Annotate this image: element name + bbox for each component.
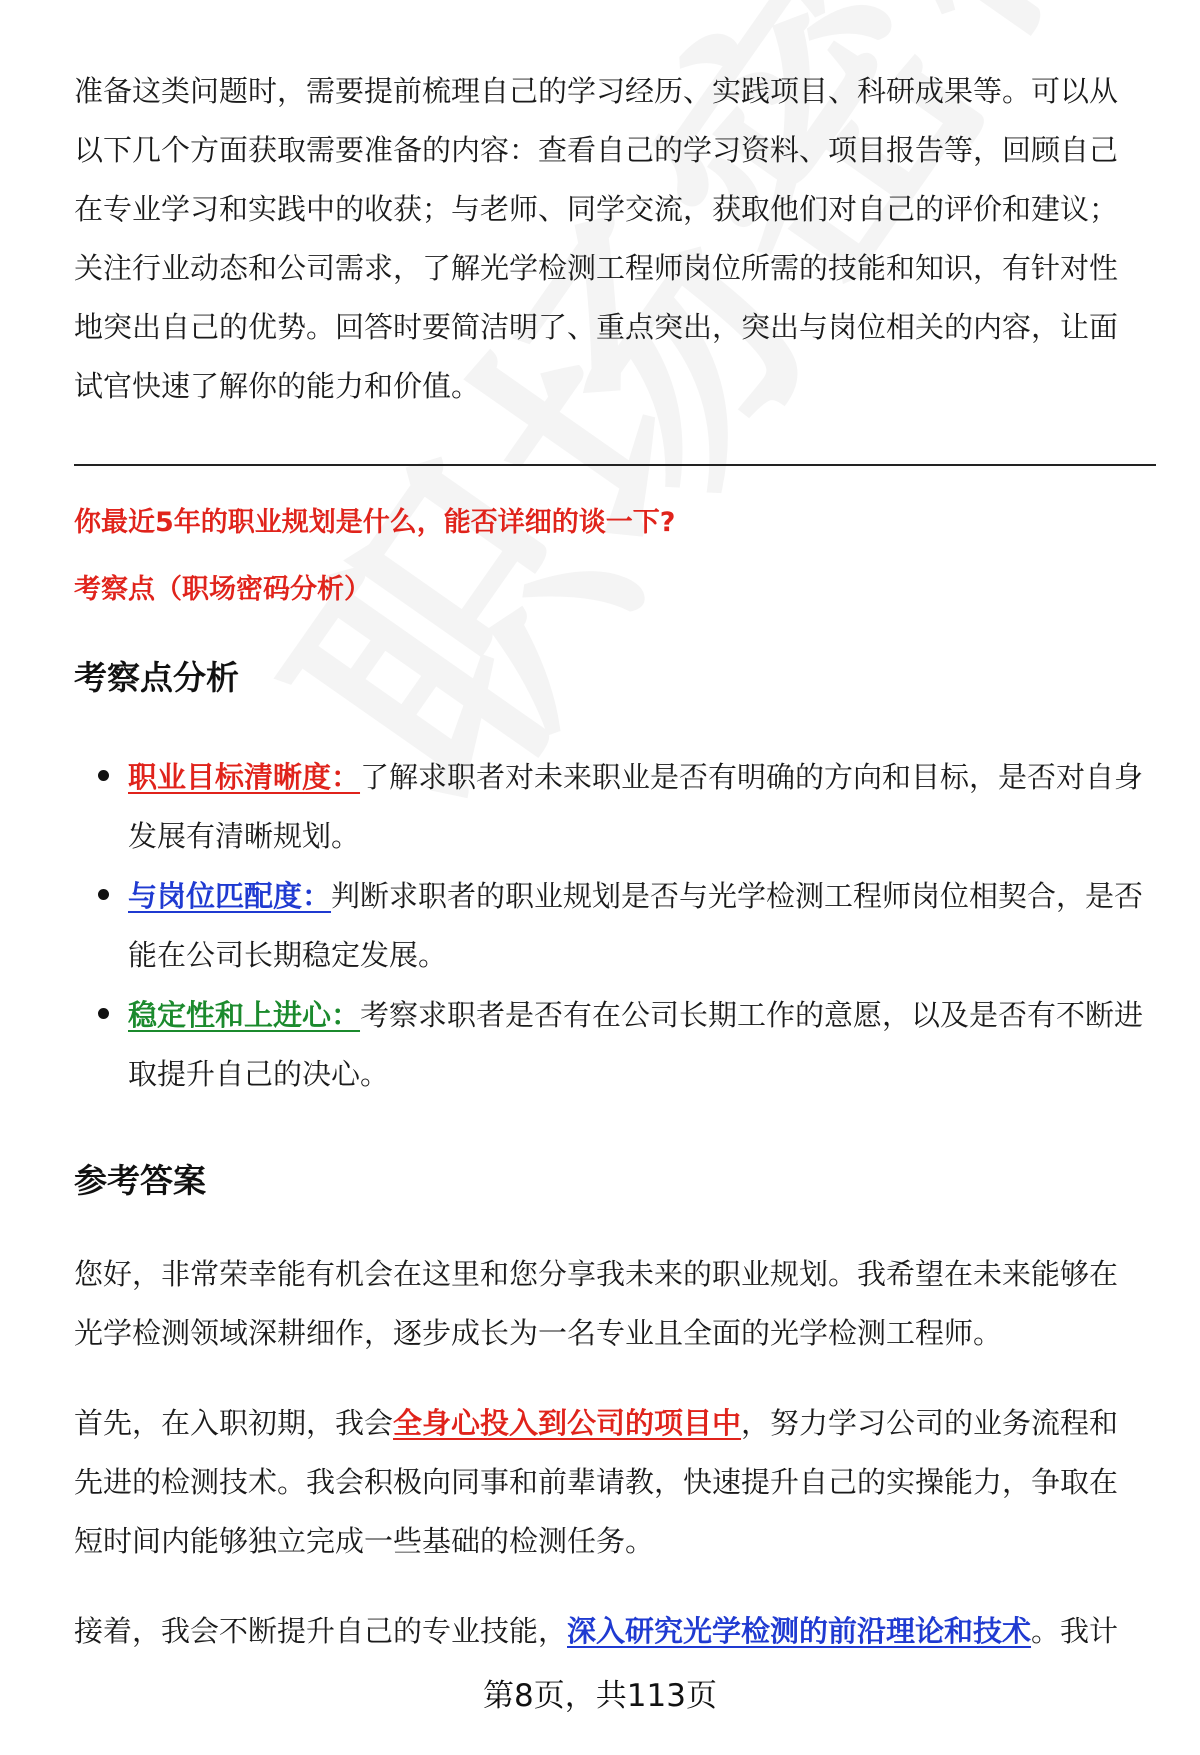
answer-paragraph-3: [74, 1602, 1144, 1661]
bullet-dot-icon: [98, 770, 109, 781]
analysis-heading: 考察点分析: [74, 658, 239, 697]
bullet-keyword: 稳定性和上进心：: [128, 998, 361, 1032]
answer-text: 接着，我会不断提升自己的专业技能，: [74, 1614, 568, 1648]
answer-heading: 参考答案: [74, 1161, 206, 1200]
inspection-point-label: 考察点（职场密码分析）: [74, 574, 371, 605]
bullet-keyword: 与岗位匹配度：: [128, 879, 332, 913]
answer-text: ，努力学习公司的业务流程和先进的检测技术。我会积极向同事和前辈请教，快速提升自己的实操能力，争取在短时间内能够独立完成一些基础的检测任务。: [74, 1406, 1119, 1558]
intro-paragraph: 准备这类问题时，需要提前梳理自己的学习经历、实践项目、科研成果等。可以从以下几个方面获取需要准备的内容：查看自己的学习资料、项目报告等，回顾自己在专业学习和实践中的收获；与老师、同学交流，获取他们对自己的评价和建议；关注行业动态和公司需求，了解光学检测工程师岗位所需的技能和知识，有针对性地突出自己的优势。回答时要简洁明了、重点突出，突出与岗位相关的内容，让面试官快速了解你的能力和价值。: [74, 74, 1119, 403]
bullet-text: 判断求职者的职业规划是否与光学检测工程师岗位相契合，是否能在公司长期稳定发展。: [128, 879, 1144, 972]
answer-text: 。我计: [1031, 1614, 1119, 1648]
bullet-text: 了解求职者对未来职业是否有明确的方向和目标，是否对自身发展有清晰规划。: [128, 760, 1144, 853]
bullet-item-goal-clarity: [128, 748, 1148, 866]
bullet-keyword: 职业目标清晰度：: [128, 760, 361, 794]
answer-text: 首先，在入职初期，我会: [74, 1406, 394, 1440]
bullet-item-job-match: [128, 867, 1148, 985]
bullet-item-stability: [128, 986, 1148, 1104]
answer-highlight: 全身心投入到公司的项目中: [393, 1406, 742, 1440]
section-divider: [74, 464, 1156, 466]
answer-paragraph-2: [74, 1394, 1144, 1571]
bullet-dot-icon: [98, 1008, 109, 1019]
answer-highlight: 深入研究光学检测的前沿理论和技术: [567, 1614, 1032, 1648]
bullet-dot-icon: [98, 889, 109, 900]
bullet-text: 考察求职者是否有在公司长期工作的意愿，以及是否有不断进取提升自己的决心。: [128, 998, 1144, 1091]
interview-question: 你最近5年的职业规划是什么，能否详细的谈一下?: [74, 507, 676, 538]
page-number: 第8页，共113页: [483, 1678, 717, 1714]
answer-paragraph-1: 您好，非常荣幸能有机会在这里和您分享我未来的职业规划。我希望在未来能够在光学检测领域深耕细作，逐步成长为一名专业且全面的光学检测工程师。: [74, 1257, 1119, 1350]
